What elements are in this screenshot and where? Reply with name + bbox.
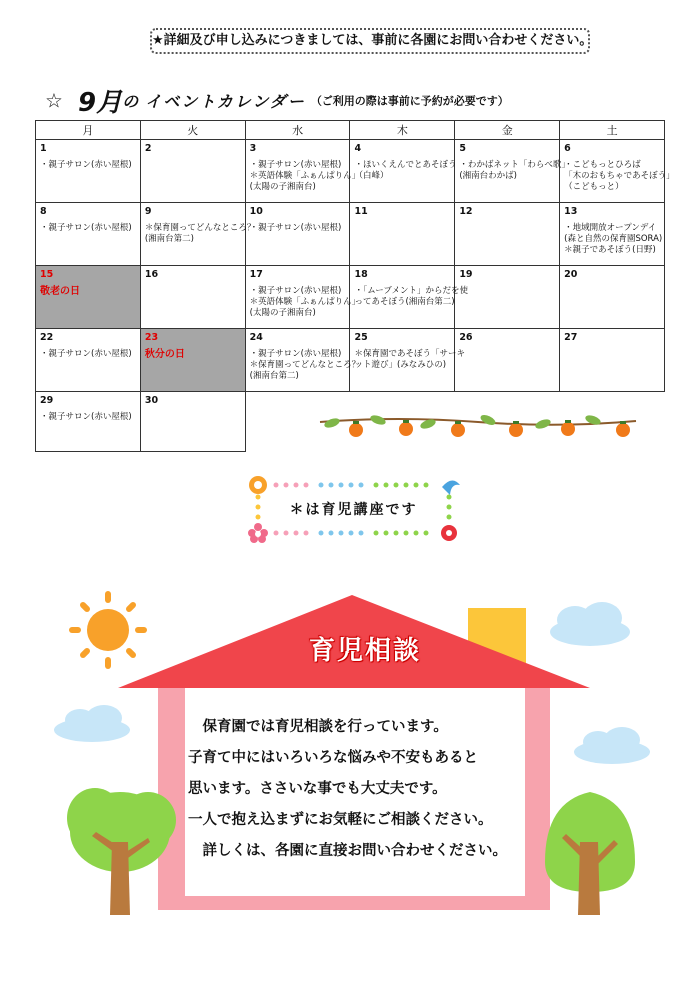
event-entry: (太陽の子湘南台): [249, 182, 316, 192]
day-number: 10: [249, 206, 263, 217]
event-entry: ット遊び」(みなみひの): [354, 360, 447, 370]
cloud-icon: [54, 705, 130, 742]
day-number: 20: [564, 269, 578, 280]
weekday-header: 土: [560, 121, 665, 140]
day-number: 25: [354, 332, 368, 343]
weekday-header: 金: [455, 121, 560, 140]
event-entry: ・こどもっとひろば: [564, 160, 641, 170]
consultation-line: 思います。ささいな事でも大丈夫です。: [188, 781, 447, 797]
weekday-header: 水: [245, 121, 350, 140]
calendar-day-cell: [36, 266, 141, 329]
cloud-icon: [574, 727, 650, 764]
event-entry: ・親子サロン(赤い屋根): [249, 160, 342, 170]
event-entry: ・「ムーブメント」からだを使: [354, 286, 469, 296]
event-entry: ＊保育園ってどんなところ？: [249, 360, 361, 370]
day-number: 30: [144, 395, 159, 406]
event-entry: (森と自然の保育園SORA): [564, 234, 663, 244]
title-main: イベントカレンダー: [145, 92, 306, 111]
calendar-week-row: [36, 203, 665, 266]
event-entry: （白峰）: [354, 171, 389, 181]
event-calendar: [35, 120, 675, 452]
day-number: 4: [354, 143, 362, 154]
day-number: 3: [249, 143, 257, 154]
title-month: 9月: [78, 88, 123, 118]
calendar-day-cell: [455, 203, 560, 266]
day-number: 22: [40, 332, 54, 343]
calendar-day-cell: [36, 203, 141, 266]
weekday-header: 火: [140, 121, 245, 140]
sun-icon: [72, 594, 144, 666]
calendar-day-cell: [36, 329, 141, 392]
calendar-day-cell: [560, 266, 665, 329]
day-number: 18: [354, 269, 368, 280]
event-entry: ・親子サロン(赤い屋根): [40, 349, 132, 359]
calendar-day-cell: [455, 140, 570, 203]
day-number: 16: [144, 269, 159, 280]
event-entry: (湘南台わかば): [459, 171, 517, 181]
day-number: 17: [249, 269, 263, 280]
day-number: 13: [564, 206, 578, 217]
calendar-week-row: [36, 140, 665, 203]
calendar-day-cell: [560, 140, 675, 203]
event-entry: ＊英語体験「ふぁんぱりん」: [249, 297, 361, 307]
weekday-header: 月: [36, 121, 141, 140]
legend-text: ＊は育児講座です: [289, 502, 418, 518]
consultation-line: 保育園では育児相談を行っています。: [188, 719, 448, 735]
calendar-day-cell: [245, 203, 350, 266]
event-entry: ・地域開放オープンデイ: [564, 223, 657, 233]
day-number: 19: [459, 269, 473, 280]
day-number: 2: [144, 143, 152, 154]
consultation-line: 詳しくは、各園に直接お問い合わせください。: [188, 843, 507, 859]
day-number: 23: [144, 332, 159, 343]
star-icon: ☆: [45, 88, 63, 113]
calendar-day-cell: [350, 203, 455, 266]
event-entry: ・親子サロン(赤い屋根): [249, 223, 342, 233]
notice-banner: ★詳細及び申し込みにつきましては、事前に各園にお問い合わせください。: [150, 28, 590, 54]
calendar-day-cell: [455, 329, 560, 392]
event-entry: ・親子サロン(赤い屋根): [249, 349, 342, 359]
consultation-body: [188, 712, 528, 867]
holiday-label: 秋分の日: [144, 349, 185, 360]
event-entry: ・親子サロン(赤い屋根): [40, 160, 132, 170]
event-entry: ＊親子であそぼう(日野): [564, 245, 656, 255]
persimmon-garland-illustration: [318, 412, 638, 442]
day-number: 1: [40, 143, 47, 154]
holiday-label: 敬老の日: [40, 286, 80, 297]
event-entry: ・わかばネット「わらべ歌」: [459, 160, 570, 170]
day-number: 6: [564, 143, 571, 154]
event-entry: ・ほいくえんでとあそぼう: [354, 160, 457, 170]
title-no: の: [122, 92, 141, 111]
consultation-title: 育児相談: [308, 636, 421, 666]
event-entry: （こどもっと）: [564, 182, 624, 192]
calendar-week-row: [36, 266, 665, 329]
day-number: 26: [459, 332, 473, 343]
calendar-day-cell: [350, 329, 465, 392]
calendar-title: [45, 82, 509, 118]
weekday-header: 木: [350, 121, 455, 140]
calendar-day-cell: [36, 392, 141, 452]
calendar-day-cell: [350, 140, 455, 203]
event-entry: (湘南台第二): [249, 371, 299, 381]
calendar-day-cell: [140, 266, 245, 329]
event-entry: ＊英語体験「ふぁんぱりん」: [249, 171, 361, 181]
event-entry: (湘南台第二): [144, 234, 194, 244]
event-entry: ・親子サロン(赤い屋根): [249, 286, 342, 296]
consultation-line: 子育て中にはいろいろな悩みや不安もあると: [188, 750, 478, 766]
day-number: 15: [40, 269, 54, 280]
weekday-header-row: [36, 121, 665, 140]
cloud-icon: [550, 602, 630, 646]
title-note: （ご利用の際は事前に予約が必要です）: [310, 94, 509, 108]
legend-box: [246, 473, 461, 545]
event-entry: (太陽の子湘南台): [249, 308, 316, 318]
day-number: 24: [249, 332, 263, 343]
event-entry: 「木のおもちゃであそぼう」: [564, 171, 675, 181]
calendar-week-row: [36, 329, 665, 392]
calendar-day-cell: [560, 203, 665, 266]
calendar-day-cell: [245, 140, 361, 203]
calendar-day-cell: [455, 266, 560, 329]
consultation-line: 一人で抱え込まずにお気軽にご相談ください。: [188, 812, 493, 828]
event-entry: ＊保育園ってどんなところ？: [144, 223, 256, 233]
day-number: 12: [459, 206, 473, 217]
day-number: 8: [40, 206, 47, 217]
day-number: 27: [564, 332, 578, 343]
day-number: 9: [144, 206, 152, 217]
calendar-day-cell: [140, 140, 245, 203]
day-number: 11: [354, 206, 368, 217]
calendar-day-cell: [36, 140, 141, 203]
day-number: 29: [40, 395, 54, 406]
event-entry: ってあそぼう(湘南台第二): [354, 297, 455, 307]
calendar-day-cell: [140, 329, 245, 392]
event-entry: ・親子サロン(赤い屋根): [40, 223, 132, 233]
day-number: 5: [459, 143, 466, 154]
event-entry: ＊保育園であそぼう「サーキ: [354, 349, 465, 359]
calendar-day-cell: [140, 392, 245, 452]
calendar-day-cell: [560, 329, 665, 392]
event-entry: ・親子サロン(赤い屋根): [40, 412, 132, 422]
